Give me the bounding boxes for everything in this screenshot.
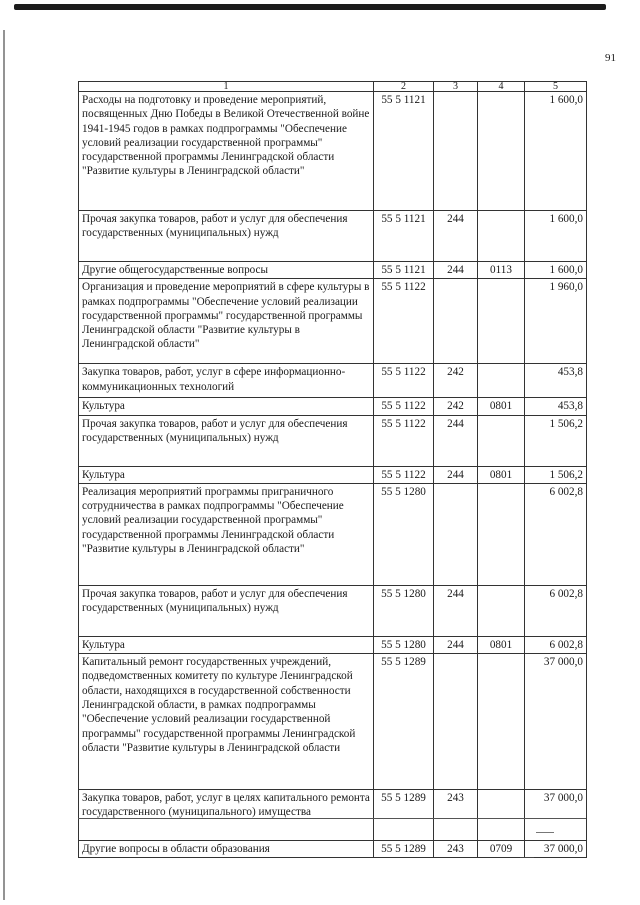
row-section-code: 0801 [478,636,525,653]
column-number: 2 [374,82,434,92]
row-name: Культура [79,636,374,653]
table-row [79,211,587,262]
scan-mark [536,832,554,833]
scan-left-edge [3,30,5,900]
row-expense-type [434,483,478,585]
table-row [79,483,587,585]
table-row [79,92,587,211]
row-section-code [478,483,525,585]
row-name: Прочая закупка товаров, работ и услуг для обеспечения государственных (муниципальных) нужд [79,415,374,466]
row-section-code [478,211,525,262]
row-expense-type: 244 [434,636,478,653]
row-section-code: 0801 [478,466,525,483]
row-section-code [478,92,525,211]
row-target-code: 55 5 1289 [374,654,434,790]
table-row [79,790,587,841]
row-expense-type: 244 [434,211,478,262]
table-bottom-rule [78,818,586,819]
row-target-code: 55 5 1121 [374,262,434,279]
row-expense-type [434,279,478,364]
row-section-code [478,790,525,841]
table-row [79,841,587,858]
table-row [79,398,587,415]
scan-top-edge [14,4,606,10]
row-name: Прочая закупка товаров, работ и услуг для обеспечения государственных (муниципальных) нужд [79,585,374,636]
row-expense-type: 244 [434,585,478,636]
page-number: 91 [605,52,616,64]
row-target-code: 55 5 1289 [374,790,434,841]
table-row [79,415,587,466]
row-section-code [478,364,525,398]
row-amount: 1 600,0 [525,262,587,279]
row-expense-type: 244 [434,466,478,483]
scan-mark [520,857,534,858]
table-row [79,262,587,279]
row-target-code: 55 5 1280 [374,636,434,653]
row-name: Расходы на подготовку и проведение мероприятий, посвященных Дню Победы в Великой Отечественной войне 1941-1945 годов в рамках подпрограммы "Обеспечение условий реализации государственной программы" государственной программы Ленинградской области "Развитие культуры в Ленинградской области" [79,92,374,211]
row-amount: 1 600,0 [525,92,587,211]
row-name: Закупка товаров, работ, услуг в сфере информационно-коммуникационных технологий [79,364,374,398]
row-amount: 37 000,0 [525,790,587,841]
row-section-code: 0113 [478,262,525,279]
row-section-code [478,415,525,466]
row-section-code: 0801 [478,398,525,415]
row-target-code: 55 5 1122 [374,364,434,398]
column-number: 4 [478,82,525,92]
row-name: Культура [79,398,374,415]
row-section-code: 0709 [478,841,525,858]
row-section-code [478,654,525,790]
row-amount: 6 002,8 [525,483,587,585]
row-amount: 453,8 [525,364,587,398]
table-row [79,364,587,398]
row-target-code: 55 5 1122 [374,415,434,466]
budget-table-body [79,82,587,858]
row-name: Культура [79,466,374,483]
row-target-code: 55 5 1280 [374,483,434,585]
row-section-code [478,279,525,364]
row-expense-type: 244 [434,415,478,466]
row-target-code: 55 5 1122 [374,279,434,364]
row-expense-type: 243 [434,841,478,858]
row-name: Прочая закупка товаров, работ и услуг для обеспечения государственных (муниципальных) нужд [79,211,374,262]
row-name: Реализация мероприятий программы приграничного сотрудничества в рамках подпрограммы "Обеспечение условий реализации государственной программы" государственной программы Ленинградской области "Развитие культуры в Ленинградской области" [79,483,374,585]
table-row [79,654,587,790]
column-number: 5 [525,82,587,92]
table-row [79,585,587,636]
row-target-code: 55 5 1280 [374,585,434,636]
row-expense-type [434,92,478,211]
budget-table [78,81,587,858]
row-expense-type [434,654,478,790]
column-number: 1 [79,82,374,92]
table-row [79,279,587,364]
row-amount: 37 000,0 [525,654,587,790]
row-target-code: 55 5 1289 [374,841,434,858]
column-number-row [79,82,587,92]
table-row [79,636,587,653]
row-name: Другие вопросы в области образования [79,841,374,858]
row-expense-type: 242 [434,364,478,398]
row-expense-type: 244 [434,262,478,279]
row-name: Организация и проведение мероприятий в сфере культуры в рамках подпрограммы "Обеспечение условий реализации государственной программы" государственной программы Ленинградской области "Развитие культуры в Ленинградской области" [79,279,374,364]
row-amount: 37 000,0 [525,841,587,858]
row-amount: 6 002,8 [525,636,587,653]
table-row [79,466,587,483]
row-name: Другие общегосударственные вопросы [79,262,374,279]
row-amount: 1 600,0 [525,211,587,262]
row-name: Закупка товаров, работ, услуг в целях капитального ремонта государственного (муниципального) имущества [79,790,374,841]
row-target-code: 55 5 1121 [374,211,434,262]
row-expense-type: 242 [434,398,478,415]
row-amount: 6 002,8 [525,585,587,636]
row-target-code: 55 5 1121 [374,92,434,211]
column-number: 3 [434,82,478,92]
row-amount: 453,8 [525,398,587,415]
row-target-code: 55 5 1122 [374,466,434,483]
row-name: Капитальный ремонт государственных учреждений, подведомственных комитету по культуре Ленинградской области, находящихся в государственной собственности Ленинградской области, в рамках подпрограммы "Обеспечение условий реализации государственной программы" государственной программы Ленинградской области "Развитие культуры в Ленинградской области [79,654,374,790]
row-amount: 1 506,2 [525,415,587,466]
row-amount: 1 960,0 [525,279,587,364]
row-section-code [478,585,525,636]
row-amount: 1 506,2 [525,466,587,483]
row-target-code: 55 5 1122 [374,398,434,415]
row-expense-type: 243 [434,790,478,841]
